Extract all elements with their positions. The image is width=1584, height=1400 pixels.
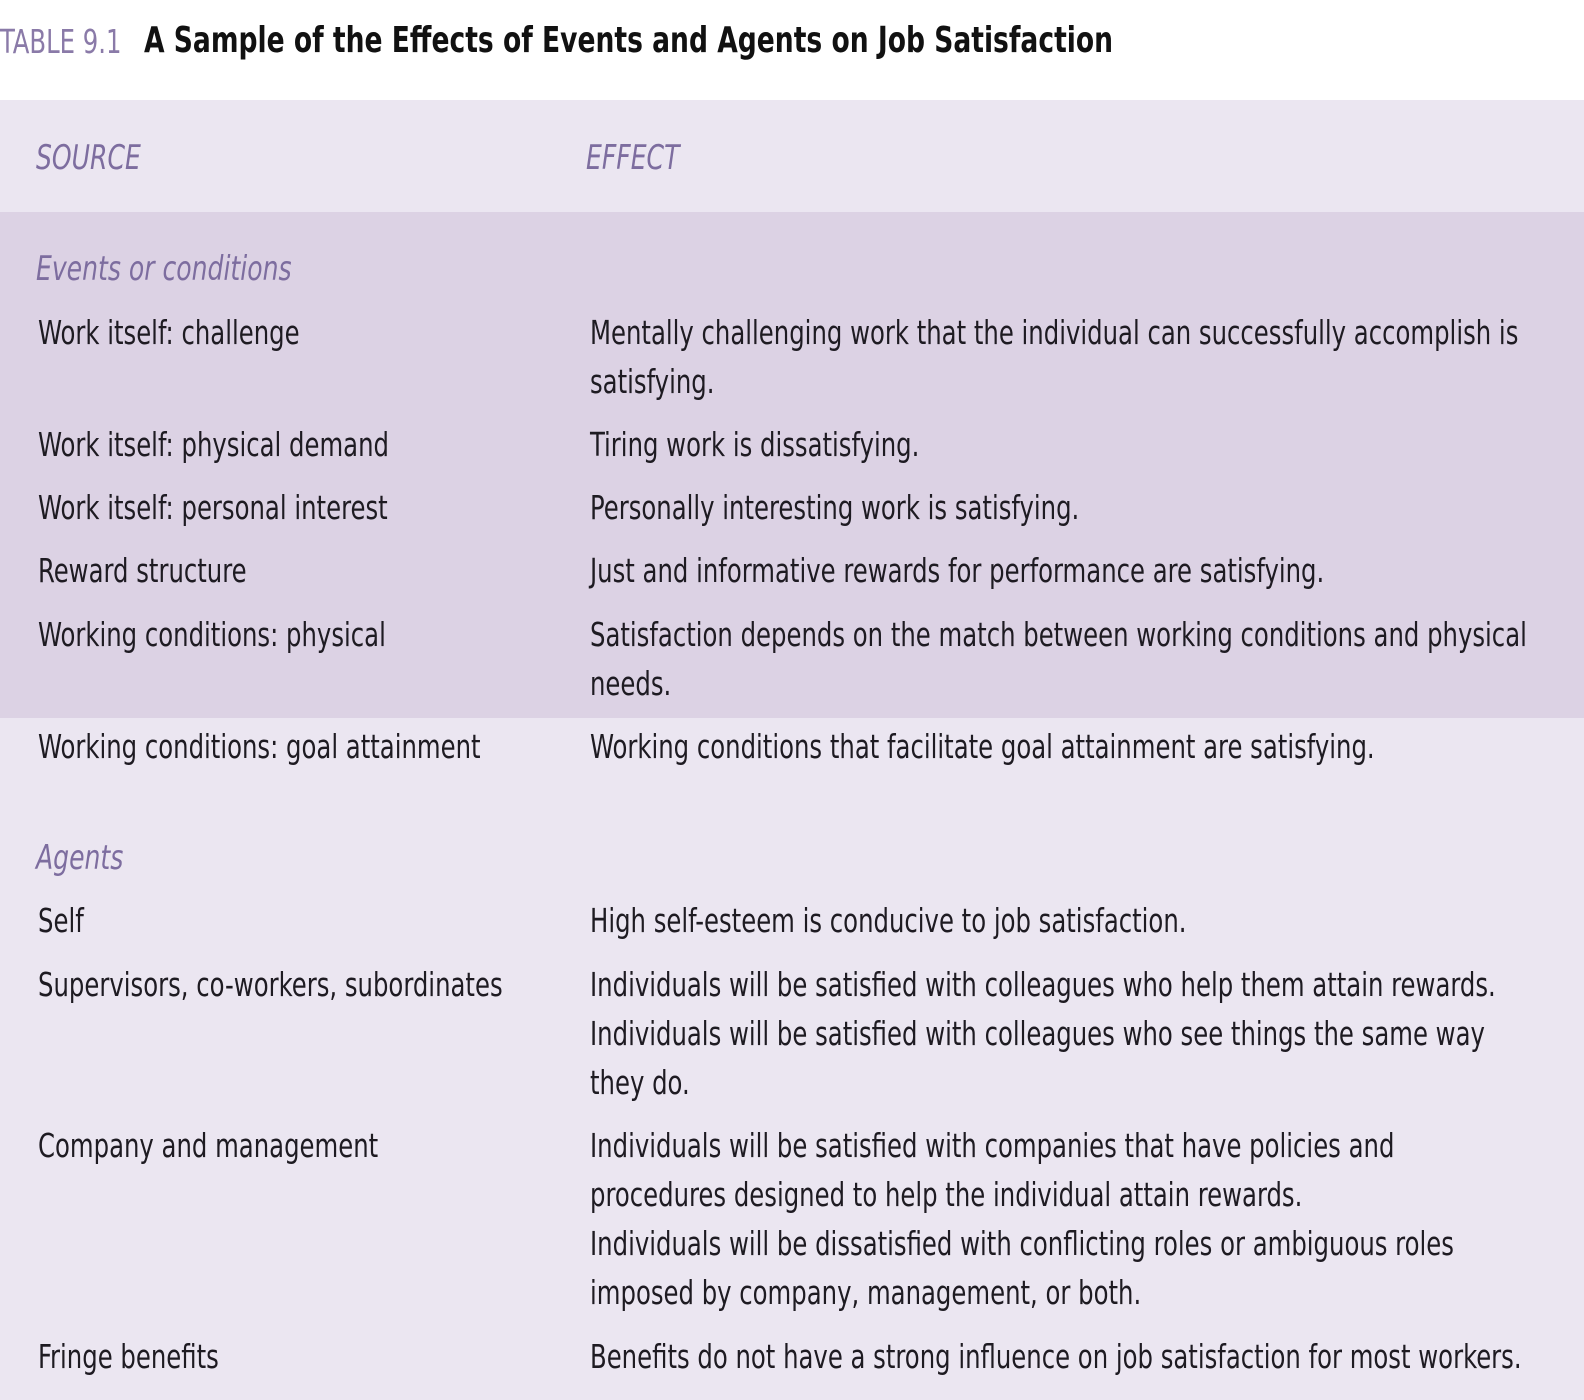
row-effect-conditions-physical: Satisfaction depends on the match between working conditions and physical needs. bbox=[590, 615, 1527, 703]
section-label-events: Events or conditions bbox=[36, 249, 292, 289]
title-bar bbox=[0, 0, 1584, 100]
row-effect-goal-attainment: Working conditions that facilitate goal attainment are satisfying. bbox=[590, 727, 1375, 766]
row-source-company: Company and management bbox=[38, 1126, 379, 1165]
row-source-work-challenge: Work itself: challenge bbox=[38, 313, 300, 352]
row-effect-reward-structure: Just and informative rewards for performance are satisfying. bbox=[590, 551, 1325, 590]
row-source-conditions-physical: Working conditions: physical bbox=[38, 615, 386, 654]
row-effect-personal-interest: Personally interesting work is satisfying. bbox=[590, 488, 1080, 527]
column-header-effect: EFFECT bbox=[586, 138, 680, 178]
row-effect-fringe-benefits: Benefits do not have a strong influence on job satisfaction for most workers. bbox=[590, 1337, 1522, 1376]
row-source-personal-interest: Work itself: personal interest bbox=[38, 488, 388, 527]
column-header-source: SOURCE bbox=[36, 138, 141, 178]
row-effect-self: High self-esteem is conducive to job satisfaction. bbox=[590, 901, 1187, 940]
table-title: A Sample of the Effects of Events and Agents on Job Satisfaction bbox=[144, 20, 1114, 61]
row-source-supervisors: Supervisors, co-workers, subordinates bbox=[38, 965, 503, 1004]
row-source-self: Self bbox=[38, 901, 84, 940]
row-effect-company: Individuals will be satisfied with companies that have policies and procedures designed to help the individual attain rewards. Individuals will be dissatisfied with conflicting roles or ambiguous roles imposed by company, management, or both. bbox=[590, 1126, 1454, 1312]
table-number: TABLE 9.1 bbox=[0, 22, 122, 61]
row-source-physical-demand: Work itself: physical demand bbox=[38, 425, 389, 464]
row-effect-physical-demand: Tiring work is dissatisfying. bbox=[590, 425, 920, 464]
row-effect-supervisors: Individuals will be satisfied with colleagues who help them attain rewards. Individuals will be satisfied with colleagues who see things the same way they do. bbox=[590, 965, 1496, 1102]
row-source-reward-structure: Reward structure bbox=[38, 551, 247, 590]
header-band bbox=[0, 100, 1584, 212]
section-label-agents: Agents bbox=[36, 838, 124, 878]
row-source-fringe-benefits: Fringe benefits bbox=[38, 1337, 219, 1376]
row-source-goal-attainment: Working conditions: goal attainment bbox=[38, 727, 481, 766]
row-effect-work-challenge: Mentally challenging work that the individual can successfully accomplish is satisfying. bbox=[590, 313, 1519, 401]
